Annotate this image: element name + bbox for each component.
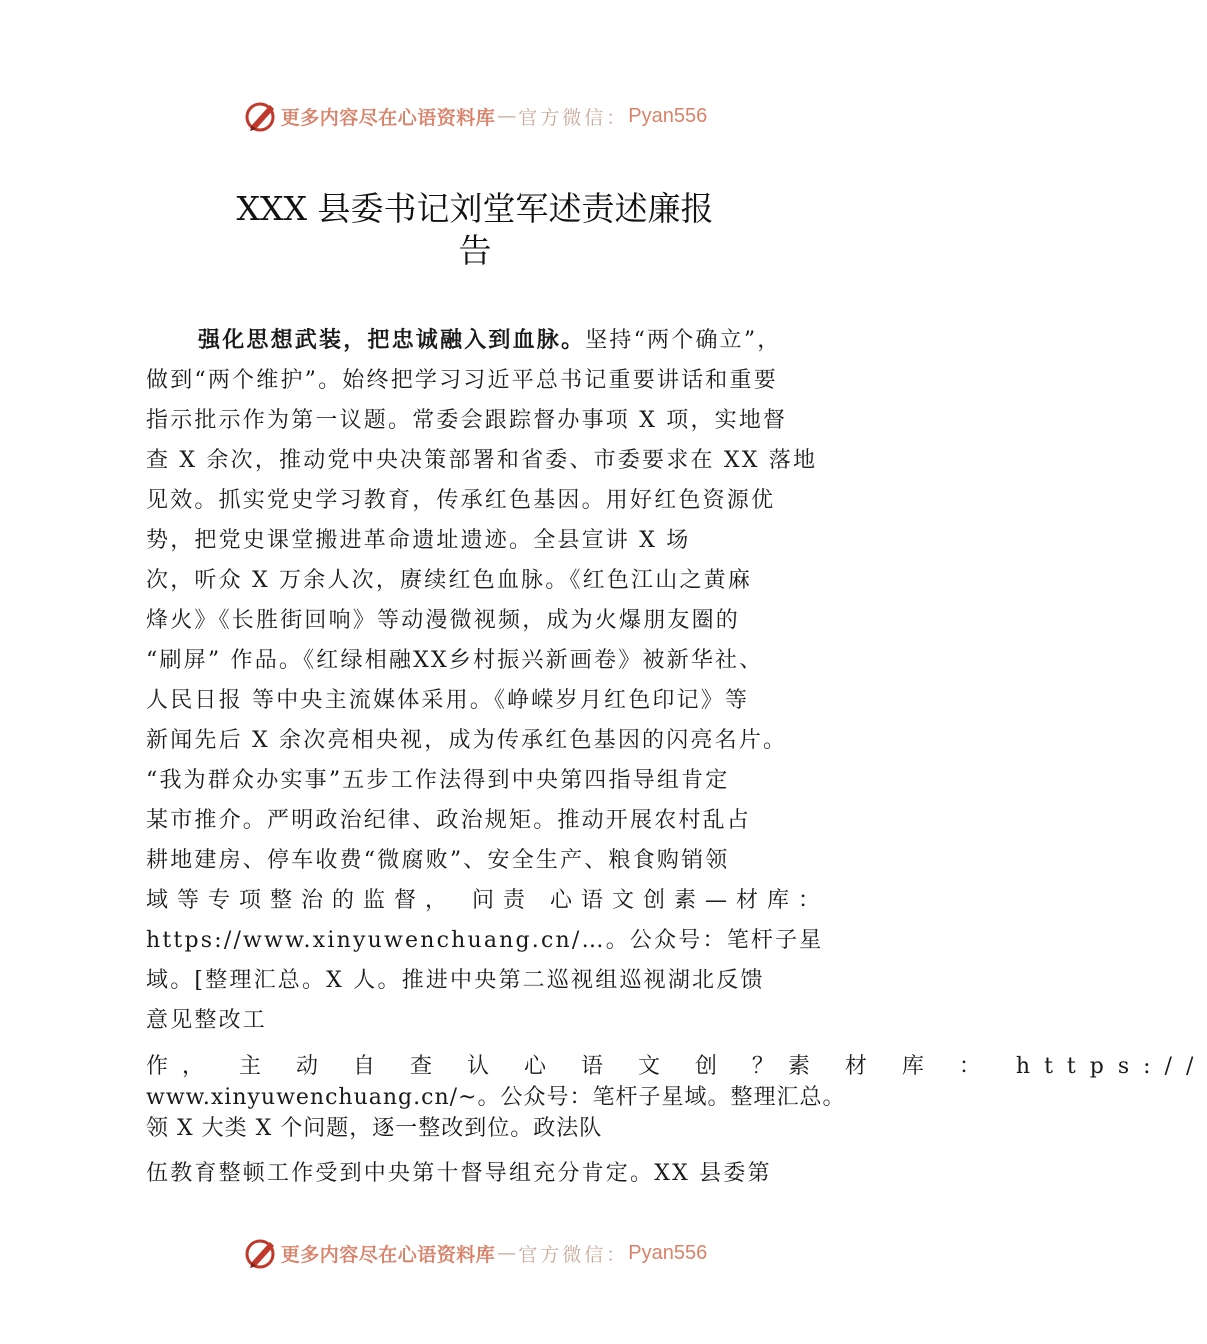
title-line-1: XXX 县委书记刘堂军述责述廉报	[236, 189, 714, 228]
body-line: 新闻先后 X 余次亮相央视，成为传承红色基因的闪亮名片。	[146, 728, 788, 753]
watermark-brand: 更多内容尽在心语资料库	[280, 106, 496, 129]
body-line: 势，把党史课堂搬进革命遗址遗迹。全县宣讲 X 场	[146, 528, 691, 553]
body-line: 意见整改工	[146, 1008, 268, 1033]
body-line: 见效。抓实党史学习教育，传承红色基因。用好红色资源优	[146, 488, 776, 513]
body-line: 某市推介。严明政治纪律、政治规矩。推动开展农村乱占	[146, 808, 752, 833]
watermark-handle: Pyan556	[628, 1241, 708, 1264]
watermark-separator: —	[497, 105, 517, 127]
body-line: 做到“两个维护”。始终把学习习近平总书记重要讲话和重要	[146, 368, 778, 393]
body-line: “刷屏” 作品。《红绿相融XX乡村振兴新画卷》被新华社、	[146, 648, 764, 673]
body-line: 作， 主 动 自 查 认 心 语 文 创 ？素 材 库 ： https://	[146, 1054, 1207, 1079]
header-watermark	[0, 96, 950, 136]
title-line-2: 告	[458, 231, 492, 270]
body-line: 域等专项整治的监督， 问责 心语文创素—材库：	[146, 888, 829, 913]
body-line: “我为群众办实事”五步工作法得到中央第四指导组肯定	[146, 768, 730, 793]
watermark-handle: Pyan556	[628, 104, 708, 127]
body-line: 领 X 大类 X 个问题，逐一整改到位。政法队	[146, 1116, 603, 1141]
body-line: 烽火》《长胜街回响》等动漫微视频，成为火爆朋友圈的	[146, 608, 741, 633]
pen-logo-icon	[243, 98, 279, 134]
body-line: 强化思想武装，把忠诚融入到血脉。坚持“两个确立”，	[198, 327, 782, 353]
body-line: www.xinyuwenchuang.cn/~。公众号：笔杆子星域。整理汇总。	[146, 1085, 846, 1110]
body-line: 指示批示作为第一议题。常委会跟踪督办事项 X 项，实地督	[146, 408, 788, 433]
body-line: 查 X 余次，推动党中央决策部署和省委、市委要求在 XX 落地	[146, 448, 818, 473]
document-body	[146, 320, 1207, 1194]
body-line: 次，听众 X 万余人次，赓续红色血脉。《红色江山之黄麻	[146, 568, 753, 593]
watermark-separator: —	[497, 1242, 517, 1264]
document-title	[0, 188, 950, 272]
para-lead-bold: 强化思想武装，把忠诚融入到血脉。	[198, 327, 586, 353]
body-line: 耕地建房、停车收费“微腐败”、安全生产、粮食购销领	[146, 848, 730, 873]
body-line: 伍教育整顿工作受到中央第十督导组充分肯定。XX 县委第	[146, 1161, 772, 1186]
body-line: 人民日报 等中央主流媒体采用。《峥嵘岁月红色印记》等	[146, 688, 750, 713]
body-line: https://www.xinyuwenchuang.cn/…。公众号：笔杆子星	[146, 928, 824, 953]
body-line: 域。[整理汇总。X 人。推进中央第二巡视组巡视湖北反馈	[146, 968, 765, 993]
watermark-wechat-label: 官方微信：	[518, 1243, 629, 1266]
footer-watermark	[0, 1233, 950, 1273]
watermark-brand: 更多内容尽在心语资料库	[280, 1243, 496, 1266]
pen-logo-icon	[243, 1235, 279, 1271]
watermark-wechat-label: 官方微信：	[518, 106, 629, 129]
